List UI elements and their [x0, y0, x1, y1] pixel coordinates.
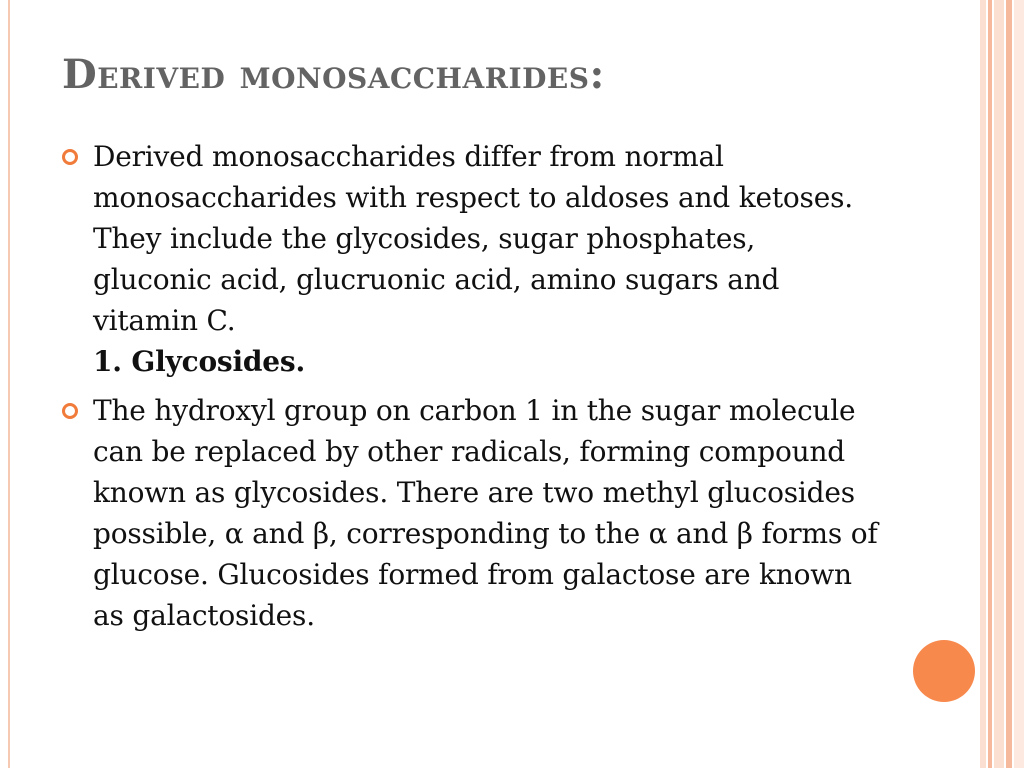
right-stripe-1 [980, 0, 986, 768]
bullet-text: Derived monosaccharides differ from normal monosaccharides with respect to aldoses and ketoses. They include the glycosides, sugar phosphates, gluconic acid, glucruonic acid, amino sugars and vitamin C. [93, 140, 853, 337]
left-border-line [8, 0, 10, 768]
bullet-item [60, 136, 880, 382]
bullet-circle-icon [62, 403, 78, 419]
bullet-list [60, 136, 880, 636]
bullet-item [60, 390, 880, 636]
right-stripe-2 [988, 0, 992, 768]
right-stripe-4 [1006, 0, 1012, 768]
right-stripe-5 [1014, 0, 1024, 768]
orange-circle-decoration [913, 640, 975, 702]
right-stripe-3 [994, 0, 1004, 768]
slide-title: Derived monosaccharides: [62, 51, 605, 98]
bullet-text: The hydroxyl group on carbon 1 in the sugar molecule can be replaced by other radicals, forming compound known as glycosides. There are two methyl glucosides possible, α and β, corresponding to the α and β forms of glucose. Glucosides formed from galactose are known as galactosides. [93, 394, 878, 632]
bullet-circle-icon [62, 149, 78, 165]
glycosides-subheading: 1. Glycosides. [93, 345, 306, 378]
